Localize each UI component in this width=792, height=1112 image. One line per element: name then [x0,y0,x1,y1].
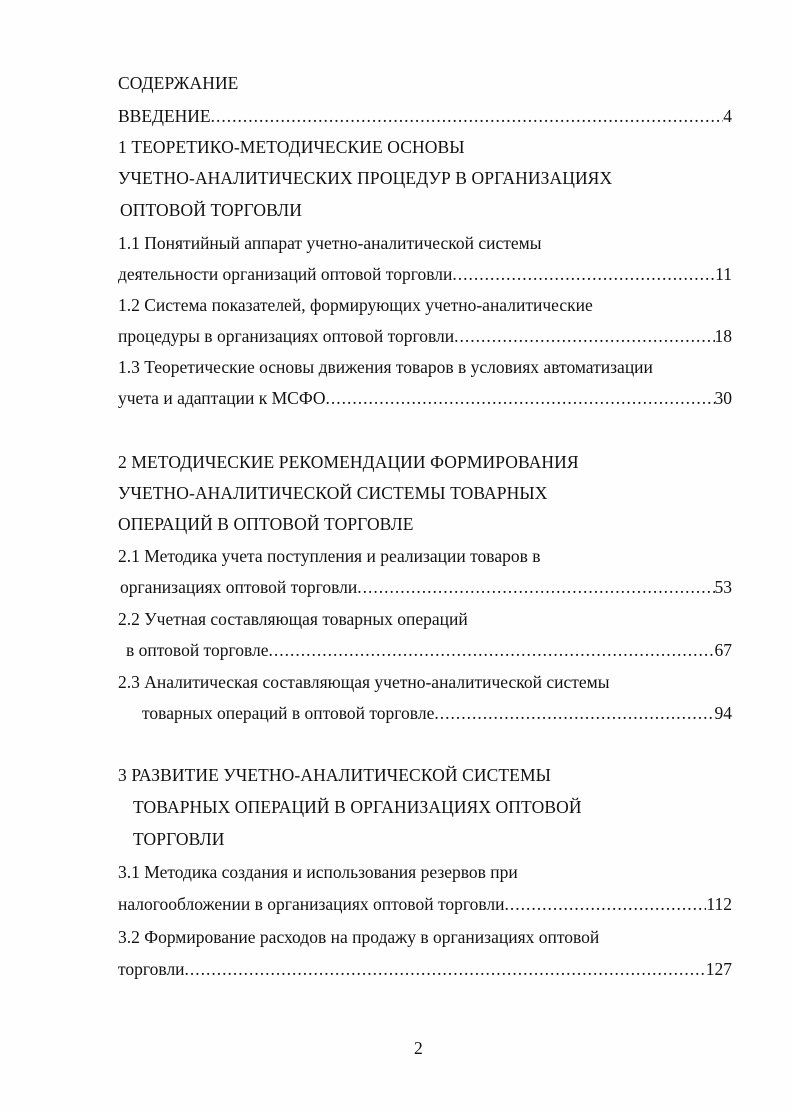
section-1-2-entry [118,324,732,348]
chapter-1-heading-line3: ОПТОВОЙ ТОРГОВЛИ [120,200,302,220]
chapter-1-heading-line1: 1 ТЕОРЕТИКО-МЕТОДИЧЕСКИЕ ОСНОВЫ [118,137,465,157]
toc-entry-page: 30 [714,388,732,408]
chapter-2-heading-line1: 2 МЕТОДИЧЕСКИЕ РЕКОМЕНДАЦИИ ФОРМИРОВАНИЯ [118,452,579,472]
section-2-1-line1: 2.1 Методика учета поступления и реализации товаров в [118,546,541,566]
section-2-3-entry [142,701,732,725]
chapter-2-heading-line2: УЧЕТНО-АНАЛИТИЧЕСКОЙ СИСТЕМЫ ТОВАРНЫХ [118,483,548,503]
dot-leader [454,324,714,348]
toc-entry-page: 4 [723,106,732,126]
dot-leader [269,638,715,662]
toc-entry-text: учета и адаптации к МСФО [118,388,326,408]
toc-entry-text: торговли [118,959,185,979]
dot-leader [357,575,714,599]
section-1-3-entry [118,386,732,410]
section-1-2-line1: 1.2 Система показателей, формирующих учетно-аналитические [118,295,593,315]
toc-entry-text: организациях оптовой торговли [120,577,358,597]
chapter-3-heading-line1: 3 РАЗВИТИЕ УЧЕТНО-АНАЛИТИЧЕСКОЙ СИСТЕМЫ [118,765,551,785]
dot-leader [326,386,715,410]
section-1-1-entry [118,262,732,286]
toc-title: СОДЕРЖАНИЕ [118,73,239,93]
toc-entry-text: деятельности организаций оптовой торговли [118,264,453,284]
toc-entry-text: налогообложении в организациях оптовой торговли [118,894,505,914]
dot-leader [211,104,724,128]
toc-entry-intro [118,104,732,128]
section-1-3-line1: 1.3 Теоретические основы движения товаров в условиях автоматизации [118,357,653,377]
toc-entry-page: 67 [714,640,732,660]
toc-entry-text: процедуры в организациях оптовой торговли [118,326,455,346]
toc-entry-page: 127 [705,959,732,979]
page-number: 2 [414,1038,423,1058]
toc-entry-text: ВВЕДЕНИЕ [118,106,211,126]
dot-leader [452,262,715,286]
dot-leader [185,957,706,981]
toc-entry-page: 11 [715,264,732,284]
chapter-3-heading-line3: ТОРГОВЛИ [133,829,225,849]
chapter-2-heading-line3: ОПЕРАЦИЙ В ОПТОВОЙ ТОРГОВЛЕ [118,514,414,534]
section-3-1-line1: 3.1 Методика создания и использования резервов при [118,862,518,882]
toc-entry-text: товарных операций в оптовой торговле [142,703,435,723]
toc-entry-page: 53 [714,577,732,597]
dot-leader [434,701,714,725]
section-3-2-line1: 3.2 Формирование расходов на продажу в организациях оптовой [118,927,600,947]
section-2-3-line1: 2.3 Аналитическая составляющая учетно-аналитической системы [118,672,610,692]
chapter-3-heading-line2: ТОВАРНЫХ ОПЕРАЦИЙ В ОРГАНИЗАЦИЯХ ОПТОВОЙ [133,797,582,817]
section-2-2-line1: 2.2 Учетная составляющая товарных операций [118,609,468,629]
toc-entry-text: в оптовой торговле [126,640,269,660]
section-2-2-entry [126,638,732,662]
section-1-1-line1: 1.1 Понятийный аппарат учетно-аналитической системы [118,233,542,253]
toc-entry-page: 18 [714,326,732,346]
section-3-1-entry [118,892,732,916]
dot-leader [504,892,706,916]
chapter-1-heading-line2: УЧЕТНО-АНАЛИТИЧЕСКИХ ПРОЦЕДУР В ОРГАНИЗАЦИЯХ [118,168,613,188]
toc-entry-page: 94 [714,703,732,723]
section-2-1-entry [120,575,732,599]
toc-entry-page: 112 [706,894,732,914]
section-3-2-entry [118,957,732,981]
